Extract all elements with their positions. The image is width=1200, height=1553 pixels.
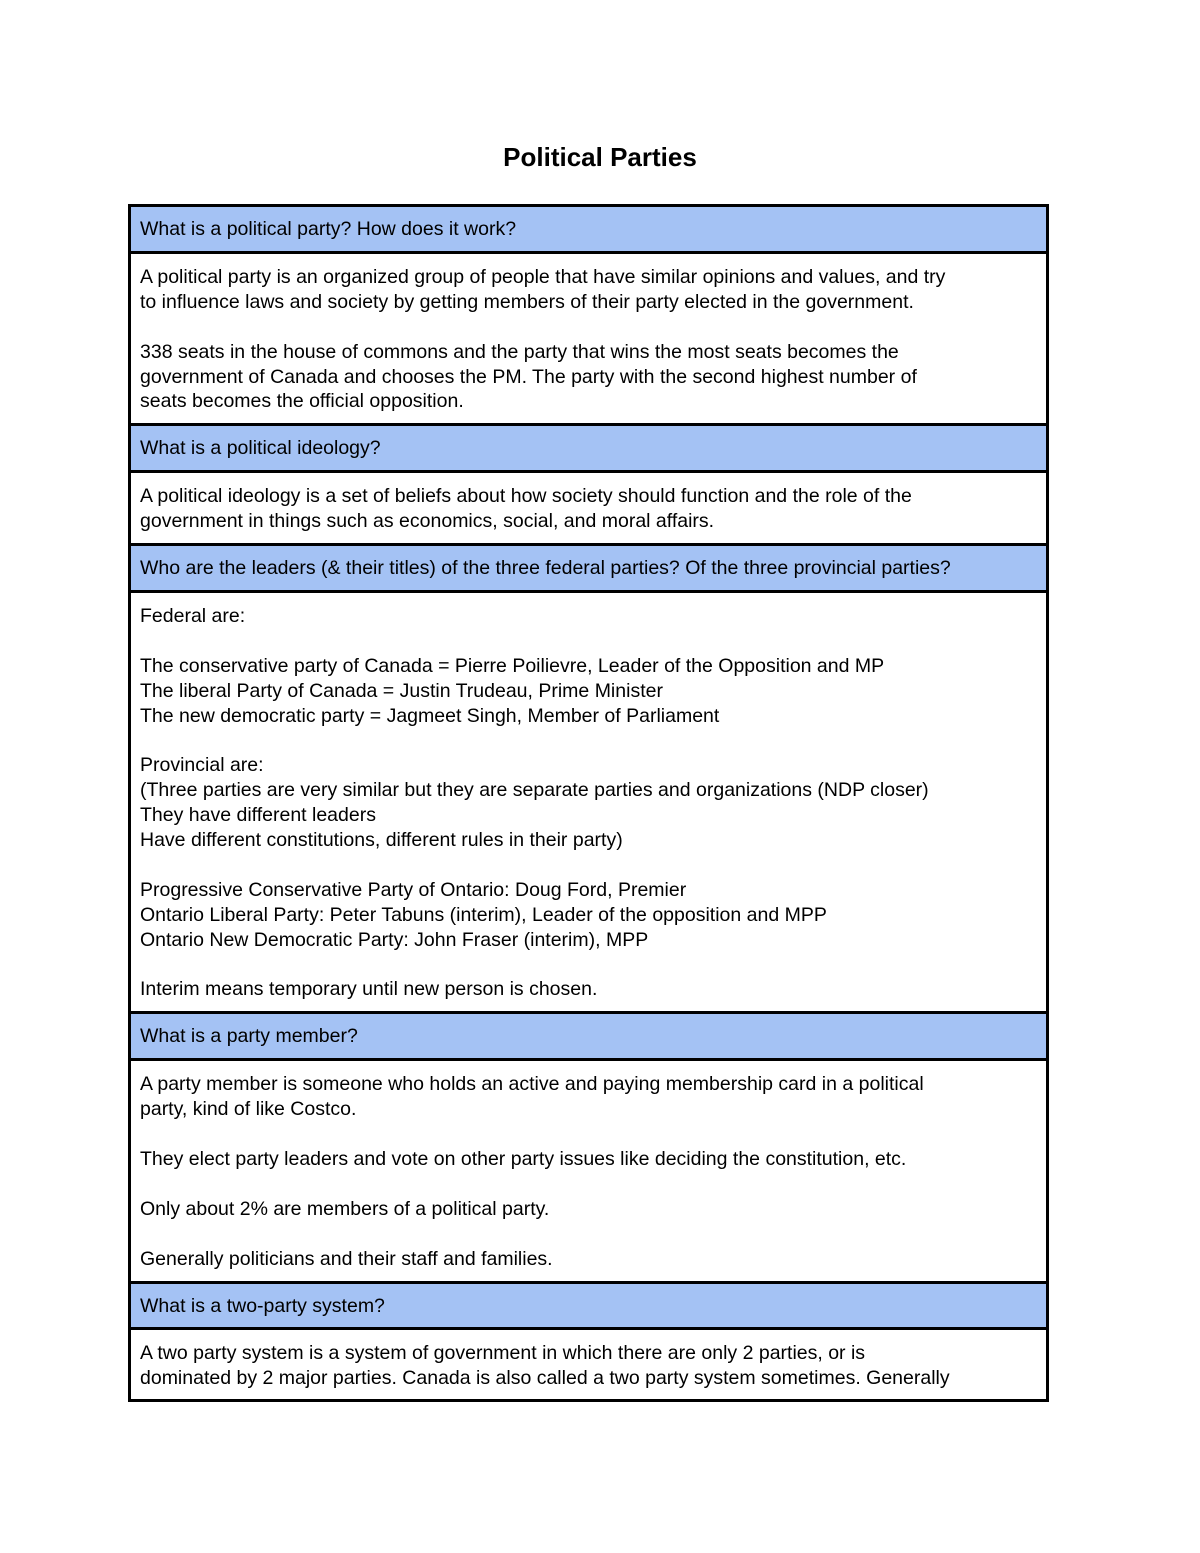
answer-line: They elect party leaders and vote on other party issues like deciding the constitution, etc. xyxy=(140,1148,907,1170)
answer-line: party, kind of like Costco. xyxy=(140,1098,357,1121)
answer-line: Only about 2% are members of a political party. xyxy=(140,1197,550,1220)
question-header: What is a party member? xyxy=(131,1014,1046,1061)
answer-line: Federal are: xyxy=(140,604,246,627)
answer-line: Ontario New Democratic Party: John Fraser (interim), MPP xyxy=(140,928,649,951)
answer-line: government in things such as economics, social, and moral affairs. xyxy=(140,510,715,533)
page-title: Political Parties xyxy=(503,142,697,172)
answer-line: A two party system is a system of government in which there are only 2 parties, or is xyxy=(140,1342,866,1365)
question-header: Who are the leaders (& their titles) of the three federal parties? Of the three provincial parties? xyxy=(131,546,1046,593)
answer-line: A political ideology is a set of beliefs about how society should function and the role of the xyxy=(140,485,912,508)
answer-line xyxy=(140,953,1037,978)
answer-line: Have different constitutions, different rules in their party) xyxy=(140,829,623,852)
question-header: What is a two-party system? xyxy=(131,1284,1046,1331)
answer-line: Ontario Liberal Party: Peter Tabuns (interim), Leader of the opposition and MPP xyxy=(140,903,827,926)
answer-line: government of Canada and chooses the PM. The party with the second highest number of xyxy=(140,365,917,388)
answer-cell xyxy=(131,1061,1046,1283)
answer-line xyxy=(140,853,1037,878)
answer-line: A party member is someone who holds an active and paying membership card in a political xyxy=(140,1073,924,1096)
answer-line: 338 seats in the house of commons and the party that wins the most seats becomes the xyxy=(140,340,899,363)
answer-cell xyxy=(131,254,1046,426)
answer-line: to influence laws and society by getting members of their party elected in the government. xyxy=(140,290,914,313)
answer-line xyxy=(140,1122,1037,1147)
answer-line: The conservative party of Canada = Pierre Poilievre, Leader of the Opposition and MP xyxy=(140,654,885,677)
answer-line: Generally politicians and their staff and families. xyxy=(140,1247,553,1270)
answer-line xyxy=(140,629,1037,654)
answer-line: Interim means temporary until new person is chosen. xyxy=(140,978,598,1001)
answer-line: The liberal Party of Canada = Justin Trudeau, Prime Minister xyxy=(140,679,663,702)
question-header: What is a political party? How does it work? xyxy=(131,207,1046,254)
answer-cell xyxy=(131,593,1046,1014)
answer-cell xyxy=(131,1330,1046,1399)
answer-line xyxy=(140,1172,1037,1197)
answer-line xyxy=(140,728,1037,753)
question-header: What is a political ideology? xyxy=(131,426,1046,473)
answer-line xyxy=(140,1222,1037,1247)
answer-line: seats becomes the official opposition. xyxy=(140,390,464,413)
answer-cell xyxy=(131,473,1046,546)
answer-line: They have different leaders xyxy=(140,804,376,827)
answer-line: (Three parties are very similar but they are separate parties and organizations (NDP closer) xyxy=(140,779,929,802)
answer-line: Provincial are: xyxy=(140,754,264,777)
answer-line: Progressive Conservative Party of Ontario: Doug Ford, Premier xyxy=(140,878,687,901)
answer-line: The new democratic party = Jagmeet Singh, Member of Parliament xyxy=(140,704,720,727)
answer-line: A political party is an organized group of people that have similar opinions and values, and try xyxy=(140,265,946,288)
answer-line: dominated by 2 major parties. Canada is also called a two party system sometimes. Generally xyxy=(140,1367,950,1390)
answer-line xyxy=(140,315,1037,340)
qa-table xyxy=(128,204,1049,1402)
